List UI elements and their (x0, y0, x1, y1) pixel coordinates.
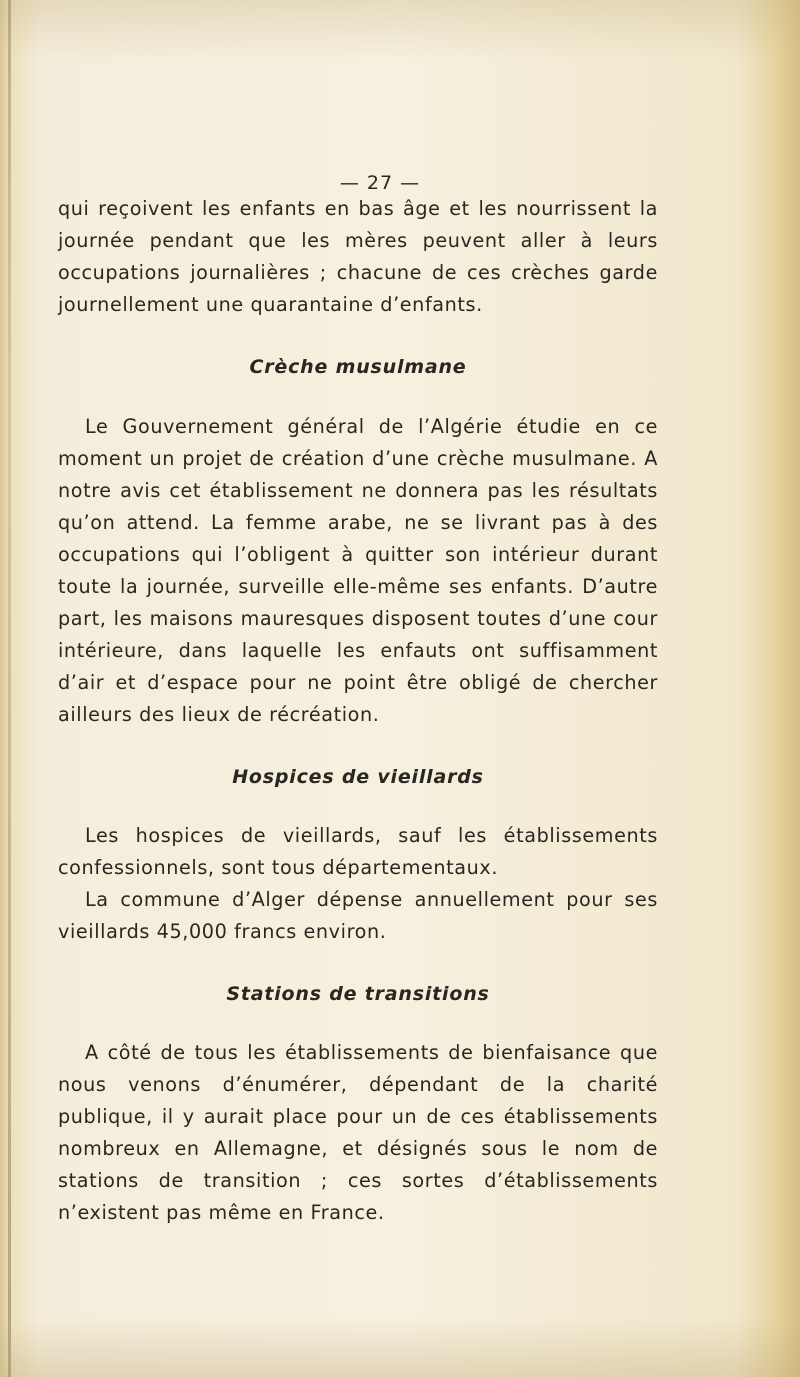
stations-paragraph: A côté de tous les établissements de bienfaisance que nous venons d’énumérer, dépendant de la charité publique, il y aurait place pour un de ces établissements nombreux en Allemagne, et désignés sous le nom de stations de transition ; ces sortes d’établissements n’existent pas même en France. (58, 1041, 658, 1224)
heading-creche-musulmane: Crèche musulmane (249, 356, 467, 378)
heading-hospices-vieillards: Hospices de vieillards (232, 766, 484, 788)
page-number: — 27 — (339, 172, 421, 194)
page-body (58, 193, 658, 1229)
creche-paragraph: Le Gouvernement général de l’Algérie étudie en ce moment un projet de création d’une crèche musulmane. A notre avis cet établissement ne donnera pas les résultats qu’on attend. La femme arabe, ne se livrant pas à des occupations qui l’obligent à quitter son intérieur durant toute la journée, surveille elle-même ses enfants. D’autre part, les maisons mauresques disposent toutes d’une cour intérieure, dans laquelle les enfauts ont suffisamment d’air et d’espace pour ne point être obligé de chercher ailleurs des lieux de récréation. (58, 415, 658, 726)
hospices-paragraph-1: Les hospices de vieillards, sauf les établissements confessionnels, sont tous départementaux. (58, 824, 658, 879)
binding-edge (8, 0, 11, 1377)
hospices-paragraph-2: La commune d’Alger dépense annuellement pour ses vieillards 45,000 francs environ. (58, 888, 658, 943)
intro-paragraph: qui reçoivent les enfants en bas âge et les nourrissent la journée pendant que les mères peuvent aller à leurs occupations journalières ; chacune de ces crèches garde journellement une quarantaine d’enfants. (58, 197, 658, 316)
heading-stations-transitions: Stations de transitions (226, 983, 490, 1005)
